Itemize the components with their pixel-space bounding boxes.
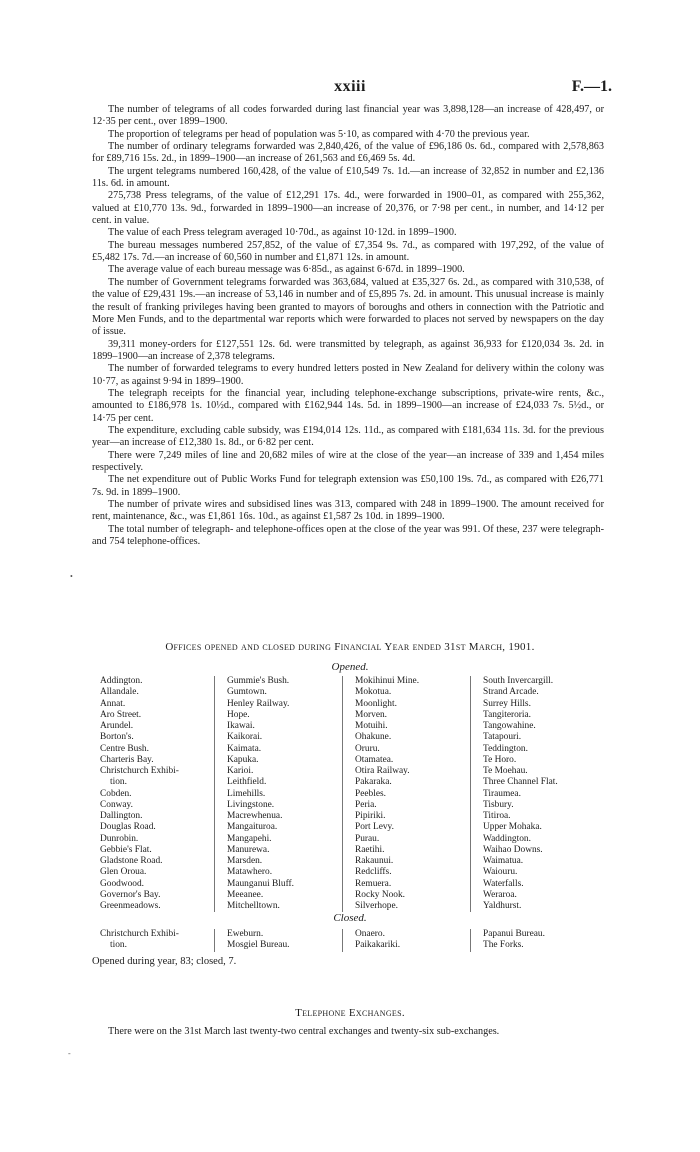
office-name: Onaero. (355, 929, 385, 939)
office-name: Raetihi. (355, 844, 385, 855)
office-name: Titiroa. (483, 811, 511, 821)
office-name: Eweburn. (227, 929, 264, 939)
opened-offices-table (100, 676, 600, 912)
office-name: Mokihinui Mine. (355, 676, 420, 686)
office-name: Upper Mohaka. (483, 822, 542, 833)
office-name: Waterfalls. (483, 878, 524, 889)
paragraph: The urgent telegrams numbered 160,428, of the value of £10,549 7s. 1d.—an increase of 32,852 in number and £2,136 11s. 6d. in amount. (92, 165, 604, 190)
opened-column-1 (100, 676, 214, 912)
office-name: Gladstone Road. (100, 856, 163, 866)
paragraph: There were on the 31st March last twenty-two central exchanges and twenty-six sub-exchanges. (108, 1026, 500, 1037)
office-name: Glen Oroua. (100, 867, 147, 878)
office-name: Purau. (355, 833, 380, 844)
office-name: Macrewhenua. (227, 811, 283, 821)
closed-column-2 (214, 929, 342, 952)
office-name: Cobden. (100, 788, 132, 799)
office-name: Otira Railway. (355, 766, 410, 776)
office-name: Tisbury. (483, 799, 514, 810)
office-name: Three Channel Flat. (483, 777, 558, 788)
office-name: South Invercargill. (483, 676, 554, 686)
office-name: Dunrobin. (100, 833, 139, 844)
office-name: Tatapouri. (483, 732, 522, 743)
office-name: Otamatea. (355, 754, 394, 765)
opened-column-2 (214, 676, 342, 912)
office-name: Mosgiel Bureau. (227, 940, 290, 951)
office-name: Rocky Nook. (355, 889, 405, 900)
closed-column-1 (100, 929, 214, 952)
paragraph: The average value of each bureau message was 6·85d., as against 6·67d. in 1899–1900. (108, 264, 465, 276)
office-name: Greenmeadows. (100, 901, 161, 911)
office-name: Manurewa. (227, 844, 270, 855)
margin-mark: - (68, 1049, 71, 1058)
office-name: Marsden. (227, 856, 263, 866)
office-name: Port Levy. (355, 822, 394, 833)
paragraph: The expenditure, excluding cable subsidy, was £194,014 12s. 11d., as compared with £181,634 11s. 3d. for the previous year—an increase of £12,380 1s. 8d., or 6·82 per cent. (92, 424, 604, 449)
office-name: Mangaituroa. (227, 822, 278, 833)
opened-subheading: Opened. (331, 661, 369, 673)
office-name: tion. (110, 940, 127, 951)
closed-offices-table (100, 929, 600, 952)
office-name: Conway. (100, 799, 133, 810)
office-name: Paikakariki. (355, 940, 401, 951)
office-name: Waihao Downs. (483, 844, 543, 855)
office-name: Governor's Bay. (100, 889, 161, 900)
office-name: Charteris Bay. (100, 754, 154, 765)
opened-column-4 (470, 676, 593, 912)
opened-column-3 (342, 676, 470, 912)
office-name: Kaikorai. (227, 732, 263, 743)
paragraph: The value of each Press telegram averaged 10·70d., as against 10·12d. in 1899–1900. (108, 227, 457, 239)
paragraph: The net expenditure out of Public Works Fund for telegraph extension was £50,100 19s. 7d., as compared with £26,771 7s. 9d. in 1899–1900. (92, 474, 604, 498)
office-name: Mitchelltown. (227, 901, 280, 911)
office-name: tion. (110, 777, 127, 788)
office-name: Ikawai. (227, 721, 255, 731)
paragraph: The total number of telegraph- and telephone-offices open at the close of the year was 991. Of these, 237 were telegraph- and 754 telephone-offices. (92, 523, 604, 548)
office-name: Meeanee. (227, 889, 264, 900)
office-name: Strand Arcade. (483, 687, 539, 698)
office-name: Remuera. (355, 878, 392, 889)
office-name: Mokotua. (355, 687, 392, 698)
office-name: Annat. (100, 698, 126, 709)
office-name: Karioi. (227, 766, 254, 776)
office-name: The Forks. (483, 940, 524, 951)
body-text (92, 104, 604, 548)
office-name: Leithfield. (227, 777, 267, 788)
paragraph: The number of private wires and subsidised lines was 313, compared with 248 in 1899–1900. The amount received for rent, maintenance, &c., was £1,861 16s. 10d., as against £1,587 2s 10d. in 1899–1900. (92, 499, 604, 523)
office-name: Gummie's Bush. (227, 676, 290, 686)
office-name: Tangowahine. (483, 721, 536, 731)
offices-section-title: Offices opened and closed during Financial Year ended 31st March, 1901. (165, 641, 535, 653)
office-name: Douglas Road. (100, 822, 156, 833)
office-name: Waddington. (483, 833, 531, 844)
office-name: Peria. (355, 799, 377, 810)
paragraph: The number of Government telegrams forwarded was 363,684, valued at £35,327 6s. 2d., as compared with 310,538, of the value of £29,431 19s.—an increase of 53,146 in number and of £5,895 7s. 2d. in amount. This unusual increase is mainly the result of franking privileges having been granted to mayors of boroughs and others in connection with the Patriotic and More Men Funds, and to the departmental war reports which were forwarded to places not served by newspapers on the day of issue. (92, 276, 604, 338)
office-name: Kapuka. (227, 754, 259, 765)
office-name: Moonlight. (355, 698, 397, 709)
telephone-section-title: Telephone Exchanges. (295, 1007, 405, 1019)
paragraph: The proportion of telegrams per head of population was 5·10, as compared with 4·70 the previous year. (108, 128, 530, 140)
office-name: Morven. (355, 709, 388, 720)
office-name: Christchurch Exhibi- (100, 929, 179, 939)
office-name: Dallington. (100, 811, 143, 821)
paragraph: 39,311 money-orders for £127,551 12s. 6d. were transmitted by telegraph, as against 36,933 for £120,034 3s. 2d. in 1899–1900—an increase of 2,378 telegrams. (92, 338, 604, 362)
office-name: Kaimata. (227, 743, 262, 754)
office-name: Gumtown. (227, 687, 267, 698)
office-name: Redcliffs. (355, 867, 392, 878)
office-name: Mangapehi. (227, 833, 272, 844)
office-name: Rakaunui. (355, 856, 394, 866)
office-name: Motuihi. (355, 721, 388, 731)
office-name: Gebbie's Flat. (100, 844, 152, 855)
office-name: Peebles. (355, 788, 386, 799)
office-name: Goodwood. (100, 878, 145, 889)
office-name: Oruru. (355, 743, 380, 754)
office-name: Te Horo. (483, 754, 517, 765)
office-name: Waiouru. (483, 867, 518, 878)
office-name: Ohakune. (355, 732, 392, 743)
office-name: Maunganui Bluff. (227, 878, 295, 889)
office-name: Christchurch Exhibi- (100, 766, 179, 776)
office-name: Silverhope. (355, 901, 398, 911)
office-name: Weraroa. (483, 889, 517, 900)
paragraph: 275,738 Press telegrams, of the value of £12,291 17s. 4d., were forwarded in 1900–01, as compared with 255,362, valued at £10,770 13s. 9d., forwarded in 1899–1900—an increase of 20,376, or 7·98 per cent., in number, and 14·12 per cent. in value. (92, 190, 604, 227)
office-name: Borton's. (100, 732, 134, 743)
page-number: xxiii (334, 78, 366, 95)
telephone-text (92, 1025, 604, 1038)
office-name: Allandale. (100, 687, 139, 698)
office-name: Matawhero. (227, 867, 273, 878)
office-name: Hope. (227, 709, 250, 720)
office-name: Henley Railway. (227, 698, 290, 709)
margin-mark: • (70, 572, 73, 581)
office-name: Pakaraka. (355, 777, 392, 788)
paragraph: The number of ordinary telegrams forwarded was 2,840,426, of the value of £96,186 0s. 6d., compared with 2,578,863 for £89,716 15s. 2d., in 1899–1900—an increase of 261,563 and £6,469 5s. 4d. (92, 141, 604, 165)
office-name: Tangiteroria. (483, 709, 532, 720)
office-name: Addington. (100, 676, 143, 686)
office-name: Pipiriki. (355, 811, 386, 821)
paragraph: The telegraph receipts for the financial year, including telephone-exchange subscriptions, private-wire rents, &c., amounted to £186,978 1s. 10½d., compared with £162,944 14s. 5d. in 1899–1900—an increase of £24,033 7s. 5½d., or 14·75 per cent. (92, 387, 604, 424)
office-name: Livingstone. (227, 799, 275, 810)
closed-column-4 (470, 929, 593, 952)
office-name: Teddington. (483, 743, 528, 754)
office-name: Arundel. (100, 721, 134, 731)
paragraph: There were 7,249 miles of line and 20,682 miles of wire at the close of the year—an increase of 339 and 1,454 miles respectively. (92, 449, 604, 473)
office-name: Aro Street. (100, 709, 142, 720)
office-name: Te Moehau. (483, 766, 528, 776)
office-name: Tiraumea. (483, 788, 521, 799)
office-name: Centre Bush. (100, 743, 149, 754)
office-name: Waimatua. (483, 856, 524, 866)
paragraph: The number of forwarded telegrams to every hundred letters posted in New Zealand for delivery within the colony was 10·77, as against 9·94 in 1899–1900. (92, 363, 604, 387)
document-reference: F.—1. (571, 78, 612, 95)
office-name: Papanui Bureau. (483, 929, 545, 939)
closed-subheading: Closed. (333, 912, 367, 924)
paragraph: The number of telegrams of all codes forwarded during last financial year was 3,898,128—an increase of 428,497, or 12·35 per cent., over 1899–1900. (92, 104, 604, 128)
office-name: Yaldhurst. (483, 901, 522, 911)
opened-closed-summary: Opened during year, 83; closed, 7. (92, 956, 237, 967)
paragraph: The bureau messages numbered 257,852, of the value of £7,354 9s. 7d., as compared with 197,292, of the value of £5,482 17s. 7d.—an increase of 60,560 in number and £1,871 12s. in amount. (92, 239, 604, 264)
closed-column-3 (342, 929, 470, 952)
office-name: Limehills. (227, 788, 266, 799)
office-name: Surrey Hills. (483, 698, 531, 709)
